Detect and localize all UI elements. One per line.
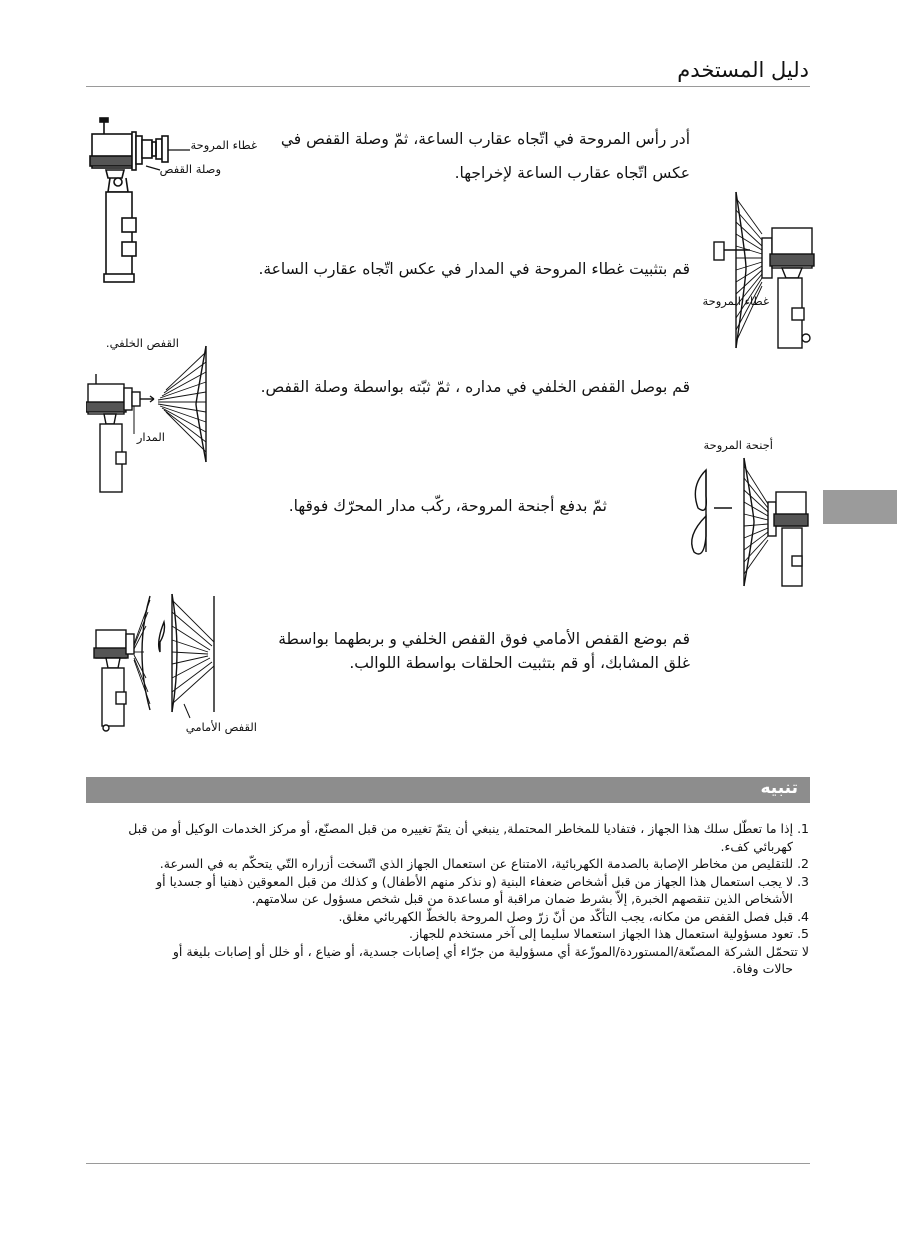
figure-fan-blades-motor (684, 456, 812, 596)
warning-item-1-cont: كهربائي كفء. (720, 838, 793, 854)
warning-item-text: قبل فصل القفص من مكانه، يجب التأكّد من أنّ زرّ وصل المروحة بالخطّ الكهربائي مغلق. (338, 908, 794, 924)
section-tab (823, 490, 897, 524)
step-3-line-1: قم بوصل القفص الخلفي في مداره ، ثمّ ثبّته بواسطة وصلة القفص. (260, 378, 690, 396)
warning-item-text: إذا ما تعطّل سلك هذا الجهاز ، فتفاديا للمخاطر المحتملة, ينبغي أن يتمّ تغييره من قبل المصنّع، أو مركز الخدمات الوكيل أو من قبل (128, 821, 794, 836)
warning-item-text: للتقليص من مخاطر الإصابة بالصدمة الكهربائية، الامتناع عن استعمال الجهاز الذي اتّسخت أزراره التّي يتحكّم به في السرعة. (159, 856, 794, 871)
label-fan-cover-2: غطاء المروحة (702, 294, 769, 308)
warning-item-number: 4. (797, 908, 809, 924)
step-2-line-1: قم بتثبيت غطاء المروحة في المدار في عكس اتّجاه عقارب الساعة. (258, 260, 690, 278)
warning-list (0, 820, 809, 978)
step-5-line-2: غلق المشابك، أو قم بتثبيت الحلقات بواسطة اللوالب. (349, 654, 690, 672)
warning-disclaimer: لا تتحمّل الشركة المصنّعة/المستوردة/الموزّعة أي مسؤولية من جرّاء أي إصابات جسدية، أو ضياع ، أو خلل أو إصابات بليغة أو (172, 943, 809, 959)
label-fan-blades: أجنحة المروحة (703, 438, 773, 452)
label-rear-cage: القفص الخلفي. (105, 336, 179, 350)
label-front-cage: القفص الأمامي (185, 720, 257, 734)
step-5-line-1: قم بوضع القفص الأمامي فوق القفص الخلفي و بربطهما بواسطة (278, 630, 690, 648)
footer-divider (86, 1163, 810, 1164)
warning-item-3-cont: الأشخاص الذين تنقصهم الخبرة, إلاّ بشرط ضمان مراقبة أو مساعدة من قبل شخص مسؤول عن سلامتهم. (251, 891, 793, 906)
label-cage-connector: وصلة القفص (159, 162, 221, 176)
warning-item-number: 5. (797, 926, 809, 941)
warning-item-4 (0, 908, 809, 926)
warning-item-5 (0, 925, 809, 943)
figure-rear-cage-install (86, 342, 216, 498)
label-fan-cover: غطاء المروحة (190, 138, 257, 152)
warning-item-number: 2. (797, 856, 809, 871)
warning-item-1 (0, 820, 809, 838)
warning-item-number: 3. (797, 873, 809, 889)
figure-fan-cover-install (706, 188, 820, 352)
warning-title: تنبيه (760, 778, 798, 798)
warning-item-2 (0, 855, 809, 873)
header-divider (86, 86, 810, 87)
figure-front-cage-assembly (86, 592, 266, 734)
label-orbit: المدار (136, 430, 165, 444)
step-1-line-2: عكس اتّجاه عقارب الساعة لإخراجها. (454, 164, 690, 182)
step-1-line-1: أدر رأس المروحة في اتّجاه عقارب الساعة، ثمّ وصلة القفص في (280, 130, 690, 148)
warning-item-3 (0, 873, 809, 891)
step-4-line-1: ثمّ بدفع أجنحة المروحة، ركّب مدار المحرّك فوقها. (288, 497, 607, 515)
warning-disclaimer-cont: حالات وفاة. (732, 961, 793, 976)
warning-item-number: 1. (797, 821, 809, 836)
warning-header-bar (86, 777, 810, 803)
warning-item-text: لا يجب استعمال هذا الجهاز من قبل أشخاص ضعفاء البنية (و نذكر منهم الأطفال) و كذلك من قبل المعوقين ذهنيا أو جسديا أو (156, 873, 794, 889)
warning-item-text: تعود مسؤولية استعمال هذا الجهاز استعمالا سليما إلى آخر مستخدم للجهاز. (409, 926, 794, 941)
page-title: دليل المستخدم (677, 58, 809, 82)
